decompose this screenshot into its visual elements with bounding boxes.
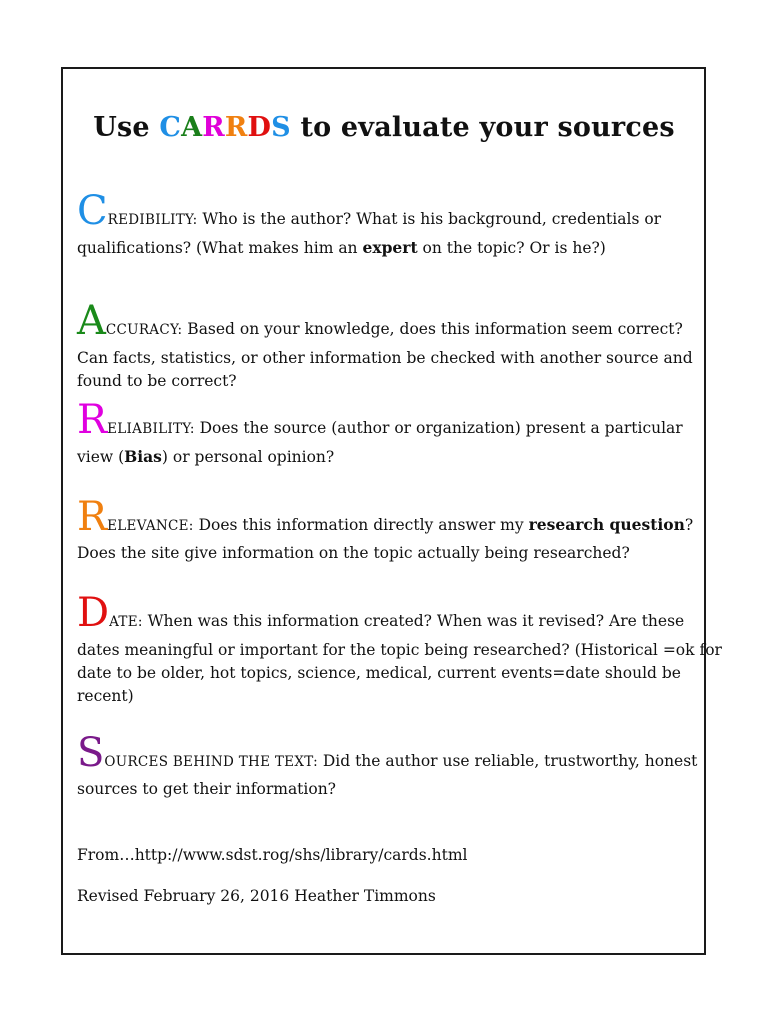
date-text-d: recent): [77, 687, 134, 705]
acronym-letter-d: D: [247, 112, 272, 143]
relevance-heading: ELEVANCE:: [107, 518, 194, 534]
accuracy-text-c: found to be correct?: [77, 372, 237, 390]
acronym-letter-r1: R: [202, 112, 225, 143]
reliability-text-a: Does the source (author or organization) present a particular: [194, 419, 683, 437]
sources-heading: OURCES BEHIND THE TEXT:: [104, 754, 318, 770]
reliability-initial: R: [77, 397, 108, 443]
reliability-bold-bias: Bias: [124, 447, 162, 466]
date-initial: D: [77, 590, 110, 636]
date-heading: ATE:: [109, 614, 143, 630]
acronym-letter-r2: R: [224, 112, 248, 143]
credibility-text-b: qualifications? (What makes him an: [77, 239, 363, 257]
relevance-bold-research-question: research question: [528, 515, 685, 534]
sources-text-b: sources to get their information?: [77, 780, 336, 798]
section-accuracy: [77, 298, 693, 393]
credibility-initial: C: [77, 188, 108, 234]
credibility-bold-expert: expert: [362, 238, 418, 257]
section-sources: [77, 730, 698, 801]
section-relevance: [77, 494, 694, 565]
relevance-text-a: Does this information directly answer my: [193, 516, 529, 534]
section-reliability: [77, 397, 687, 469]
section-credibility: [77, 188, 687, 260]
accuracy-text-a: Based on your knowledge, does this information seem correct?: [182, 320, 683, 338]
page-title: [0, 112, 768, 143]
title-prefix: Use: [93, 112, 150, 143]
title-acronym: [159, 112, 290, 143]
accuracy-heading: CCURACY:: [105, 322, 183, 338]
acronym-letter-s: S: [271, 112, 291, 143]
title-suffix: to evaluate your sources: [300, 112, 675, 143]
accuracy-initial: A: [77, 298, 106, 344]
credibility-heading: REDIBILITY:: [107, 212, 198, 228]
date-text-b: dates meaningful or important for the topic being researched? (Historical =ok for: [77, 641, 722, 659]
revised-line: Revised February 26, 2016 Heather Timmons: [77, 887, 436, 905]
reliability-heading: ELIABILITY:: [107, 421, 195, 437]
sources-text-a: Did the author use reliable, trustworthy, honest: [317, 752, 698, 770]
reliability-text-c: ) or personal opinion?: [161, 448, 335, 466]
relevance-initial: R: [77, 494, 108, 540]
date-text-a: When was this information created? When was it revised? Are these: [142, 612, 685, 630]
acronym-letter-c: C: [159, 112, 182, 143]
accuracy-text-b: Can facts, statistics, or other information be checked with another source and: [77, 349, 693, 367]
reliability-text-b: view (: [77, 448, 125, 466]
relevance-text-c: Does the site give information on the topic actually being researched?: [77, 544, 630, 562]
credibility-text-c: on the topic? Or is he?): [417, 239, 606, 257]
sources-initial: S: [77, 730, 105, 776]
relevance-text-b: ?: [684, 516, 694, 534]
credibility-text-a: Who is the author? What is his background, credentials or: [197, 210, 662, 228]
source-url-line: From…http://www.sdst.rog/shs/library/cards.html: [77, 846, 468, 864]
acronym-letter-a: A: [181, 112, 203, 143]
section-date: [77, 590, 722, 708]
date-text-c: date to be older, hot topics, science, medical, current events=date should be: [77, 664, 681, 682]
